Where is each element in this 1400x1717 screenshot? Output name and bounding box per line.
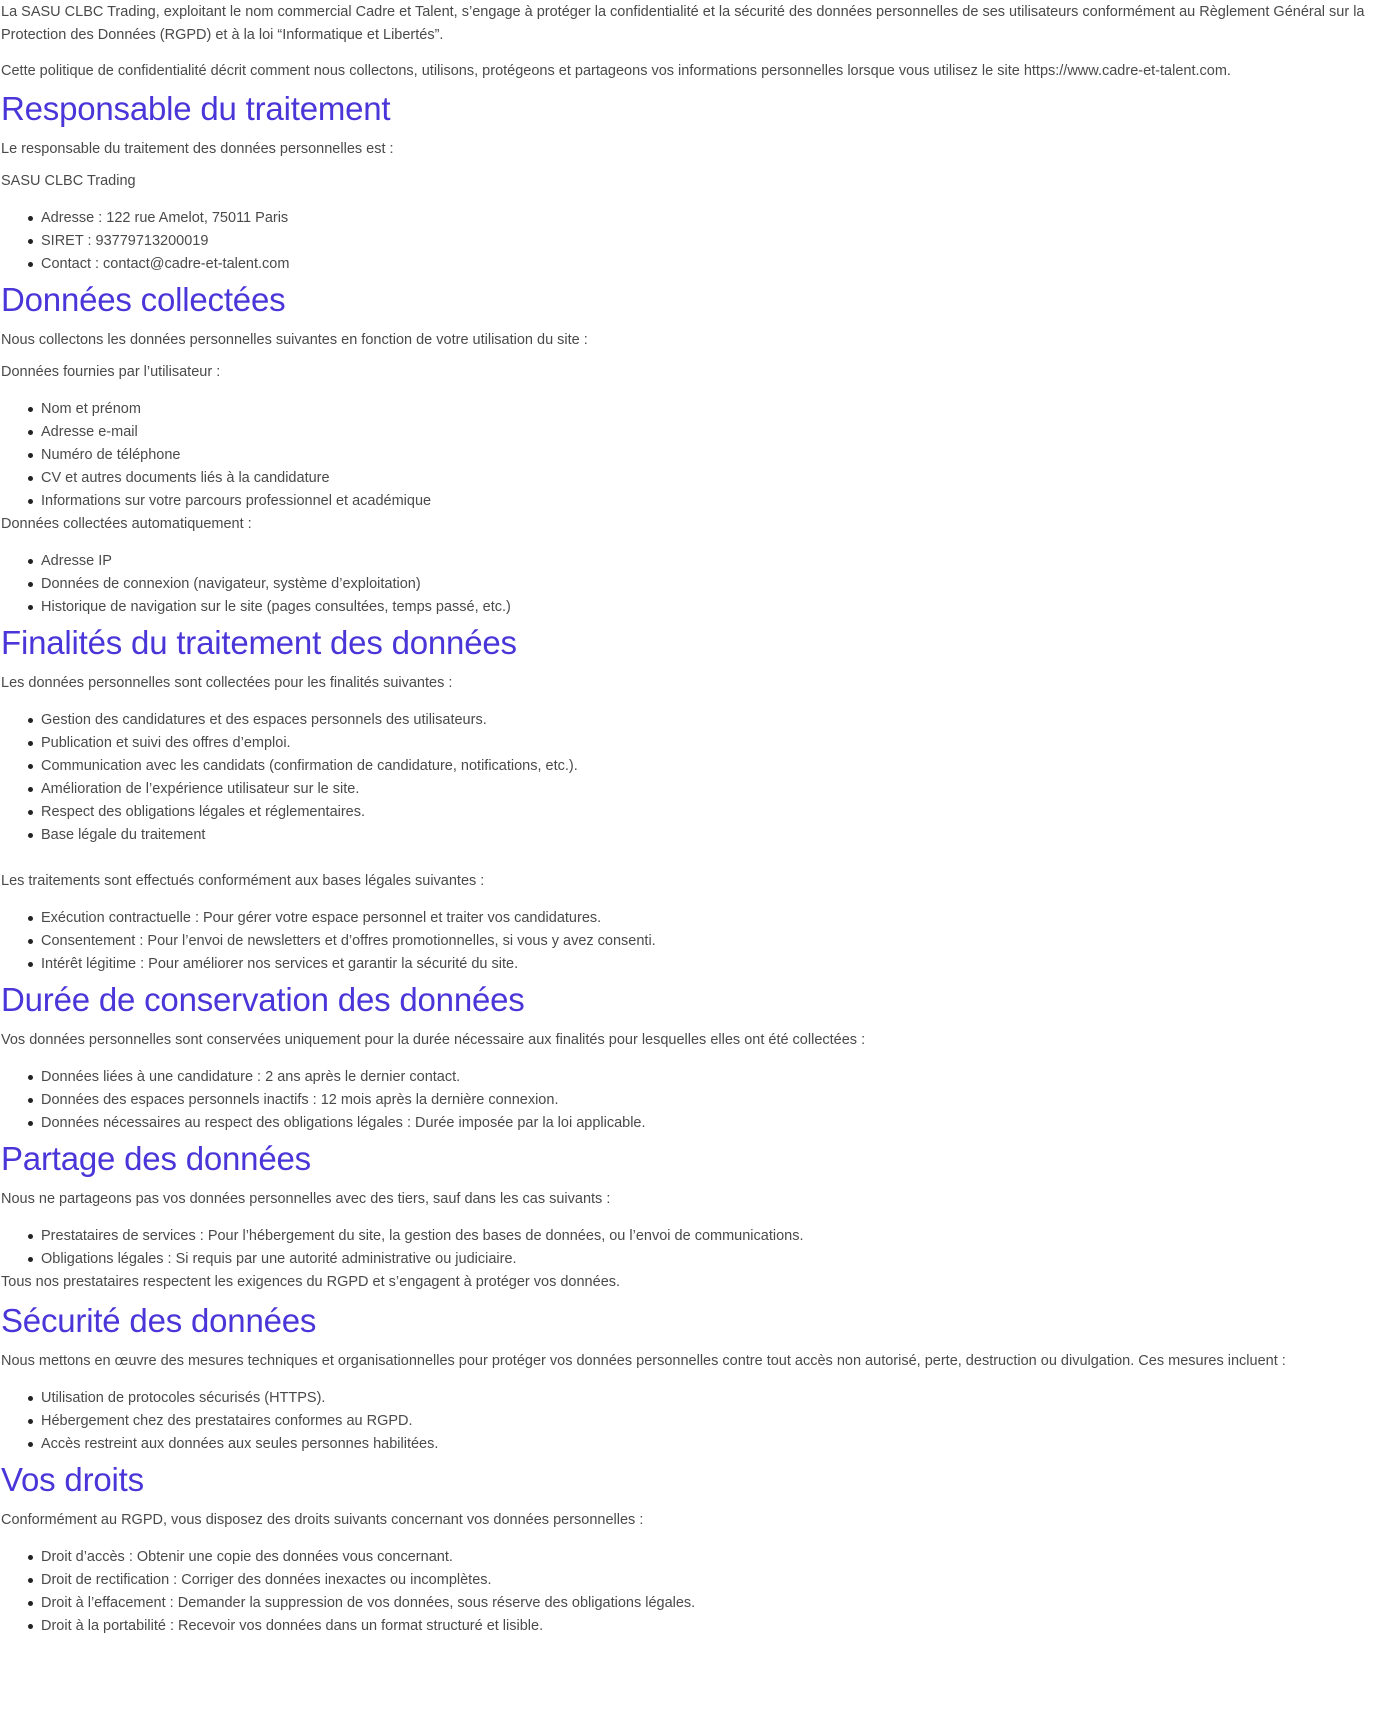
list-item: Gestion des candidatures et des espaces personnels des utilisateurs. (41, 709, 1399, 732)
sharing-list (1, 1225, 1399, 1271)
list-item: Données nécessaires au respect des obligations légales : Durée imposée par la loi applicable. (41, 1112, 1399, 1135)
section-paragraph: Les données personnelles sont collectées pour les finalités suivantes : (1, 675, 453, 691)
list-item: Données des espaces personnels inactifs : 12 mois après la dernière connexion. (41, 1089, 1399, 1112)
section-paragraph: Le responsable du traitement des données personnelles est : (1, 141, 394, 157)
user-data-list (1, 398, 1399, 513)
list-item: Droit d’accès : Obtenir une copie des données vous concernant. (41, 1546, 1399, 1569)
list-item: Prestataires de services : Pour l’hébergement du site, la gestion des bases de données, ou l’envoi de communications. (41, 1225, 1399, 1248)
list-item: Publication et suivi des offres d’emploi. (41, 732, 1399, 755)
list-item: Amélioration de l’expérience utilisateur sur le site. (41, 778, 1399, 801)
list-item: Droit à la portabilité : Recevoir vos données dans un format structuré et lisible. (41, 1615, 1399, 1638)
list-item: Adresse : 122 rue Amelot, 75011 Paris (41, 207, 1399, 230)
legal-bases-list (1, 907, 1399, 976)
section-title-duree: Durée de conservation des données (1, 981, 525, 1018)
section-paragraph: Nous collectons les données personnelles suivantes en fonction de votre utilisation du site : (1, 332, 588, 348)
list-item: Adresse IP (41, 550, 1399, 573)
section-paragraph: Nous ne partageons pas vos données personnelles avec des tiers, sauf dans les cas suivants : (1, 1191, 611, 1207)
list-item: Nom et prénom (41, 398, 1399, 421)
list-item: Historique de navigation sur le site (pages consultées, temps passé, etc.) (41, 596, 1399, 619)
intro-paragraph-site: Cette politique de confidentialité décrit comment nous collectons, utilisons, protégeons et partageons vos informations personnelles lorsque vous utilisez le site https://www.cadre-et-talent.com. (1, 63, 1231, 79)
list-item: Communication avec les candidats (confirmation de candidature, notifications, etc.). (41, 755, 1399, 778)
list-item: Informations sur votre parcours professionnel et académique (41, 490, 1399, 513)
section-title-partage: Partage des données (1, 1140, 311, 1177)
section-paragraph: Conformément au RGPD, vous disposez des droits suivants concernant vos données personnelles : (1, 1512, 644, 1528)
section-paragraph: Tous nos prestataires respectent les exigences du RGPD et s’engagent à protéger vos données. (1, 1274, 621, 1290)
security-list (1, 1387, 1399, 1456)
list-item: Hébergement chez des prestataires conformes au RGPD. (41, 1410, 1399, 1433)
list-item: Accès restreint aux données aux seules personnes habilitées. (41, 1433, 1399, 1456)
privacy-policy-content (0, 1, 1399, 1638)
list-item: Base légale du traitement (41, 824, 1399, 847)
list-item: Adresse e-mail (41, 421, 1399, 444)
list-item: Données liées à une candidature : 2 ans après le dernier contact. (41, 1066, 1399, 1089)
list-item: Respect des obligations légales et réglementaires. (41, 801, 1399, 824)
auto-data-list (1, 550, 1399, 619)
section-title-finalites: Finalités du traitement des données (1, 624, 517, 661)
list-item: Données de connexion (navigateur, système d’exploitation) (41, 573, 1399, 596)
section-paragraph: Vos données personnelles sont conservées uniquement pour la durée nécessaire aux finalités pour lesquelles elles ont été collectées : (1, 1032, 866, 1048)
list-item: Intérêt légitime : Pour améliorer nos services et garantir la sécurité du site. (41, 953, 1399, 976)
intro-paragraph: La SASU CLBC Trading, exploitant le nom commercial Cadre et Talent, s’engage à protéger la confidentialité et la sécurité des données personnelles de ses utilisateurs conformément au Règlement Général sur la Protection des Données (RGPD) et à la loi “Informatique et Libertés”. (1, 4, 1365, 43)
rights-list (1, 1546, 1399, 1638)
list-item: Consentement : Pour l’envoi de newsletters et d’offres promotionnelles, si vous y avez consenti. (41, 930, 1399, 953)
company-name: SASU CLBC Trading (1, 173, 136, 189)
section-paragraph: Nous mettons en œuvre des mesures techniques et organisationnelles pour protéger vos données personnelles contre tout accès non autorisé, perte, destruction ou divulgation. Ces mesures incluent : (1, 1353, 1286, 1369)
list-item: Exécution contractuelle : Pour gérer votre espace personnel et traiter vos candidatures. (41, 907, 1399, 930)
list-item: Droit à l’effacement : Demander la suppression de vos données, sous réserve des obligations légales. (41, 1592, 1399, 1615)
list-item: Obligations légales : Si requis par une autorité administrative ou judiciaire. (41, 1248, 1399, 1271)
section-title-collectees: Données collectées (1, 281, 286, 318)
purposes-list (1, 709, 1399, 847)
retention-list (1, 1066, 1399, 1135)
subsection-label: Données fournies par l’utilisateur : (1, 364, 221, 380)
section-title-securite: Sécurité des données (1, 1302, 317, 1339)
list-item: CV et autres documents liés à la candidature (41, 467, 1399, 490)
subsection-label: Données collectées automatiquement : (1, 516, 252, 532)
list-item: Numéro de téléphone (41, 444, 1399, 467)
section-paragraph: Les traitements sont effectués conformément aux bases légales suivantes : (1, 873, 485, 889)
responsable-list (1, 207, 1399, 276)
list-item: Droit de rectification : Corriger des données inexactes ou incomplètes. (41, 1569, 1399, 1592)
list-item: SIRET : 93779713200019 (41, 230, 1399, 253)
list-item: Utilisation de protocoles sécurisés (HTTPS). (41, 1387, 1399, 1410)
list-item: Contact : contact@cadre-et-talent.com (41, 253, 1399, 276)
section-title-responsable: Responsable du traitement (1, 90, 391, 127)
section-title-droits: Vos droits (1, 1461, 144, 1498)
